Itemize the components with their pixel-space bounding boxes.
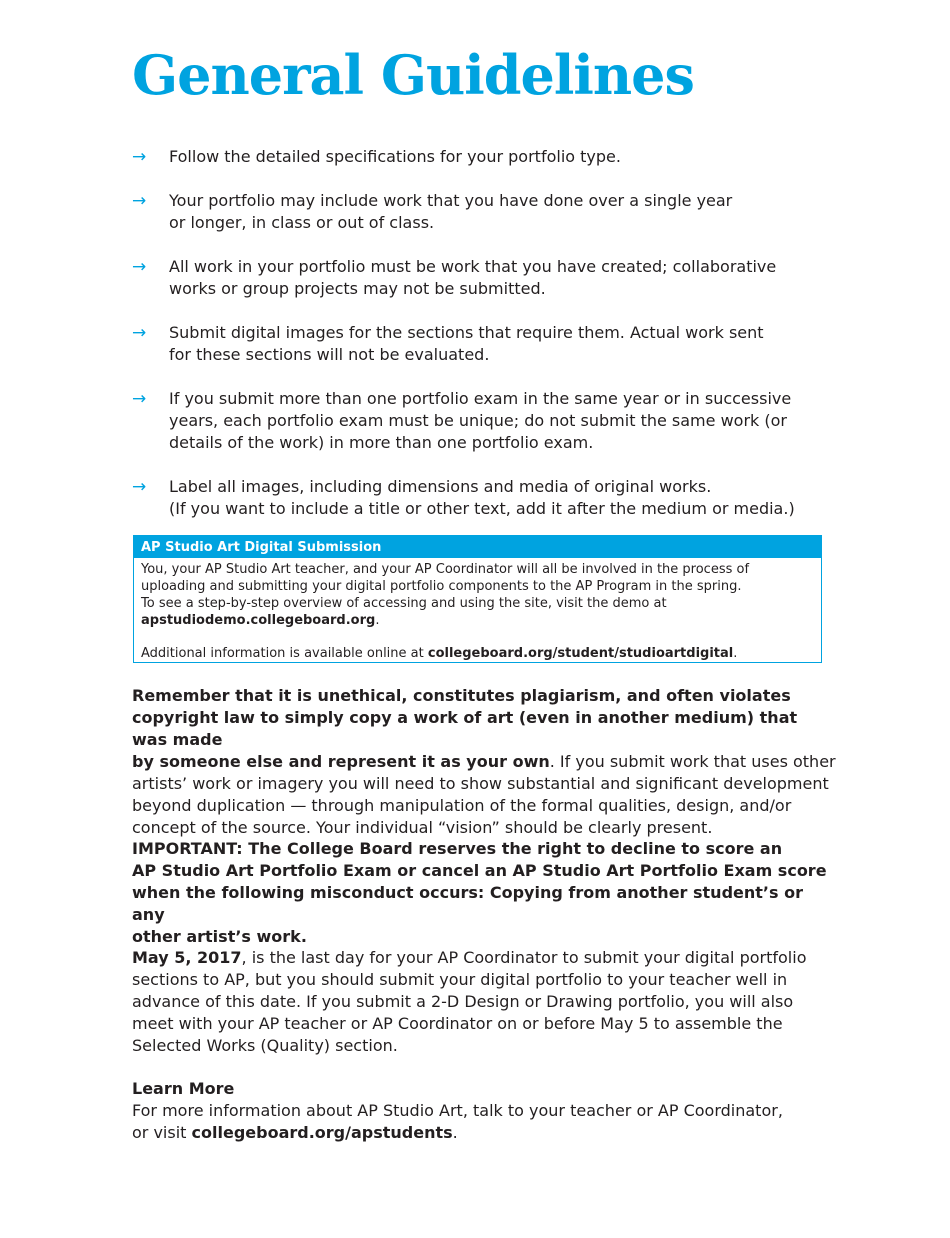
demo-link[interactable]: apstudiodemo.collegeboard.org: [141, 613, 376, 628]
learn-more-heading: Learn More: [132, 1079, 235, 1098]
guideline-text: All work in your portfolio must be work that you have created; collaborative works or group projects may not be submitted.: [169, 257, 777, 298]
deadline-date: May 5, 2017: [132, 948, 242, 967]
digital-submission-body: [134, 558, 821, 662]
box-line: uploading and submitting your digital portfolio components to the AP Program in the spring.: [141, 579, 742, 594]
box-line: apstudiodemo.collegeboard.org.: [141, 613, 380, 628]
guideline-item: [132, 476, 832, 520]
apstudents-link[interactable]: collegeboard.org/apstudents: [191, 1123, 453, 1142]
arrow-right-icon: →: [132, 257, 147, 277]
digital-submission-box: [133, 535, 822, 663]
box-line: Additional information is available online at collegeboard.org/student/studioartdigital.: [141, 646, 738, 661]
guideline-text: Your portfolio may include work that you have done over a single year or longer, in class or out of class.: [169, 191, 733, 232]
guideline-item: [132, 322, 832, 366]
arrow-right-icon: →: [132, 389, 147, 409]
page-title: General Guidelines: [132, 43, 694, 107]
guideline-text: Follow the detailed specifications for your portfolio type.: [169, 147, 621, 166]
arrow-right-icon: →: [132, 477, 147, 497]
digital-submission-heading: AP Studio Art Digital Submission: [134, 536, 821, 558]
arrow-right-icon: →: [132, 147, 147, 167]
arrow-right-icon: →: [132, 191, 147, 211]
guideline-text: Submit digital images for the sections that require them. Actual work sent for these sections will not be evaluated.: [169, 323, 764, 364]
guideline-text: Label all images, including dimensions and media of original works. (If you want to include a title or other text, add it after the medium or media.): [169, 477, 795, 518]
box-line: To see a step-by-step overview of accessing and using the site, visit the demo at: [141, 596, 667, 611]
guidelines-list: [132, 146, 832, 542]
arrow-right-icon: →: [132, 323, 147, 343]
studioartdigital-link[interactable]: collegeboard.org/student/studioartdigital: [427, 646, 734, 661]
plagiarism-paragraph: Remember that it is unethical, constitutes plagiarism, and often violates copyright law to simply copy a work of art (even in another medium) that was made by someone else and represent it as your own. If you submit work that uses other artists’ work or imagery you will need to show substantial and significant development beyond duplication — through manipulation of the formal qualities, design, and/or concept of the source. Your individual “vision” should be clearly present.: [132, 686, 836, 837]
learn-more-section: Learn More For more information about AP Studio Art, talk to your teacher or AP Coordinator, or visit collegeboard.org/apstudents.: [132, 1079, 783, 1142]
guideline-item: [132, 146, 832, 168]
box-line: You, your AP Studio Art teacher, and your AP Coordinator will all be involved in the process of: [141, 562, 750, 577]
guideline-text: If you submit more than one portfolio exam in the same year or in successive years, each portfolio exam must be unique; do not submit the same work (or details of the work) in more than one portfolio exam.: [169, 389, 792, 452]
guideline-item: [132, 190, 832, 234]
guideline-item: [132, 256, 832, 300]
deadline-paragraph: May 5, 2017, is the last day for your AP Coordinator to submit your digital portfolio sections to AP, but you should submit your digital portfolio to your teacher well in advance of this date. If you submit a 2-D Design or Drawing portfolio, you will also meet with your AP teacher or AP Coordinator on or before May 5 to assemble the Selected Works (Quality) section.: [132, 948, 807, 1055]
guideline-item: [132, 388, 832, 454]
important-paragraph: IMPORTANT: The College Board reserves the right to decline to score an AP Studio Art Portfolio Exam or cancel an AP Studio Art Portfolio Exam score when the following misconduct occurs: Copying from another student’s or any other artist’s work.: [132, 839, 827, 946]
